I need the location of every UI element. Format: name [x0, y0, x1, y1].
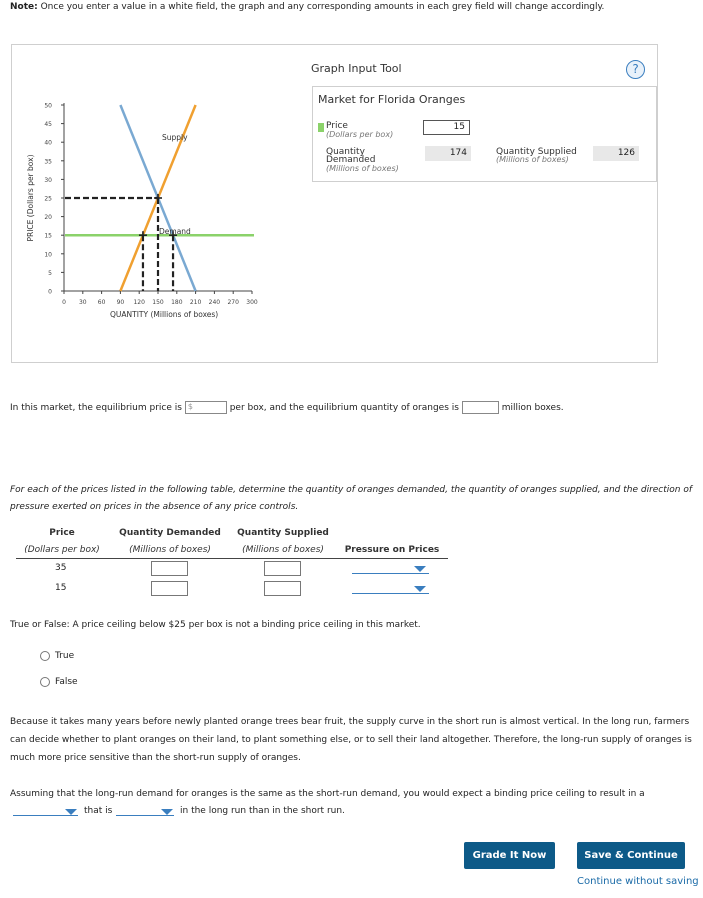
qs-value: 126	[593, 146, 639, 161]
graph-input-tool-title: Graph Input Tool	[311, 62, 402, 75]
th-qs-sub: (Millions of boxes)	[242, 545, 324, 555]
y-tick-label: 5	[48, 269, 52, 277]
save-continue-button[interactable]: Save & Continue	[577, 842, 685, 869]
row-35-chevron-down-icon	[414, 566, 426, 572]
price-input[interactable]: 15	[423, 120, 470, 135]
table-header-rule	[16, 558, 448, 559]
y-tick-label: 0	[48, 288, 52, 296]
price-legend-swatch	[318, 123, 324, 132]
qd-value: 174	[425, 146, 471, 161]
th-pressure: Pressure on Prices	[344, 545, 440, 555]
help-icon[interactable]: ?	[626, 60, 645, 79]
qd-unit: (Millions of boxes)	[326, 164, 399, 173]
row-15-qs-input[interactable]	[264, 581, 301, 596]
supply-label: Supply	[162, 133, 188, 142]
row-35-price: 35	[55, 563, 67, 573]
note-text: Note: Once you enter a value in a white field, the graph and any corresponding amounts in each grey field will change accordingly.	[10, 2, 605, 12]
x-tick-label: 150	[152, 299, 164, 306]
eq-q-part3: million boxes.	[501, 403, 564, 413]
price-ceiling-question: Assuming that the long-run demand for oranges is the same as the short-run demand, you would expect a binding price ceiling to result in a	[10, 789, 645, 799]
size-chevron-down-icon	[161, 809, 173, 815]
y-tick-label: 50	[44, 102, 52, 110]
qd-label-1: Quantity	[326, 147, 365, 157]
true-false-question: True or False: A price ceiling below $25 per box is not a binding price ceiling in this market.	[10, 620, 421, 630]
th-qs: Quantity Supplied	[237, 528, 329, 538]
continue-without-saving-link[interactable]: Continue without saving	[577, 876, 699, 887]
x-tick-label: 90	[116, 299, 125, 306]
x-tick-label: 210	[189, 299, 202, 306]
long-run-paragraph: Because it takes many years before newly planted orange trees bear fruit, the supply curve in the short run is almost vertical. In the long run, farmers can decide whether to plant oranges on their land, to plant something else, or to sell their land altogether. Therefore, the long-run supply of oranges is much more price sensitive than the short-run supply of oranges.	[10, 717, 692, 763]
equilibrium-price-input[interactable]	[185, 401, 227, 414]
row-35-qd-input[interactable]	[151, 561, 188, 576]
x-tick-label: 120	[133, 299, 145, 306]
x-tick-label: 60	[97, 299, 106, 306]
x-axis-label: QUANTITY (Millions of boxes)	[110, 310, 219, 319]
row-15-chevron-down-icon	[414, 586, 426, 592]
y-tick-label: 35	[44, 158, 52, 166]
shortage-chevron-down-icon	[65, 809, 77, 815]
y-tick-label: 45	[44, 121, 52, 129]
radio-false-label: False	[55, 677, 78, 687]
equilibrium-question	[10, 401, 564, 414]
row-15-qd-input[interactable]	[151, 581, 188, 596]
dollar-sign: $	[187, 402, 193, 411]
x-tick-label: 0	[62, 299, 66, 306]
equilibrium-quantity-input[interactable]	[462, 401, 499, 414]
y-tick-label: 30	[44, 176, 52, 184]
qs-unit: (Millions of boxes)	[496, 155, 569, 164]
radio-true-label: True	[55, 651, 75, 661]
y-tick-label: 15	[44, 232, 52, 240]
table-instructions: For each of the prices listed in the following table, determine the quantity of oranges demanded, the quantity of oranges supplied, and the direction of pressure exerted on prices in the absence of any price controls.	[10, 485, 693, 512]
x-tick-label: 240	[208, 299, 221, 306]
supply-demand-chart[interactable]	[15, 95, 265, 325]
that-is-text: that is	[84, 806, 113, 816]
qd-label-2: Demanded	[326, 155, 376, 165]
price-unit: (Dollars per box)	[326, 130, 394, 139]
x-tick-label: 30	[78, 299, 87, 306]
x-tick-label: 300	[246, 299, 258, 306]
qs-label: Quantity Supplied	[496, 147, 577, 157]
y-tick-label: 40	[44, 139, 52, 147]
grade-it-now-button[interactable]: Grade It Now	[464, 842, 555, 869]
y-tick-label: 10	[44, 251, 52, 259]
y-axis-label: PRICE (Dollars per box)	[26, 154, 35, 242]
th-qd: Quantity Demanded	[119, 528, 221, 538]
radio-true[interactable]	[40, 651, 50, 661]
th-price-sub: (Dollars per box)	[24, 545, 100, 555]
demand-label: Demand	[159, 227, 191, 236]
row-35-qs-input[interactable]	[264, 561, 301, 576]
price-label: Price	[326, 121, 348, 131]
long-run-text: in the long run than in the short run.	[180, 806, 345, 816]
radio-false[interactable]	[40, 677, 50, 687]
th-price: Price	[49, 528, 75, 538]
y-tick-label: 20	[44, 214, 52, 222]
y-tick-label: 25	[44, 195, 52, 203]
x-tick-label: 180	[171, 299, 183, 306]
eq-q-part2: per box, and the equilibrium quantity of oranges is	[229, 403, 459, 413]
x-tick-label: 270	[227, 299, 239, 306]
th-qd-sub: (Millions of boxes)	[129, 545, 211, 555]
eq-q-part1: In this market, the equilibrium price is	[10, 403, 182, 413]
row-15-price: 15	[55, 583, 67, 593]
market-title: Market for Florida Oranges	[318, 93, 466, 106]
